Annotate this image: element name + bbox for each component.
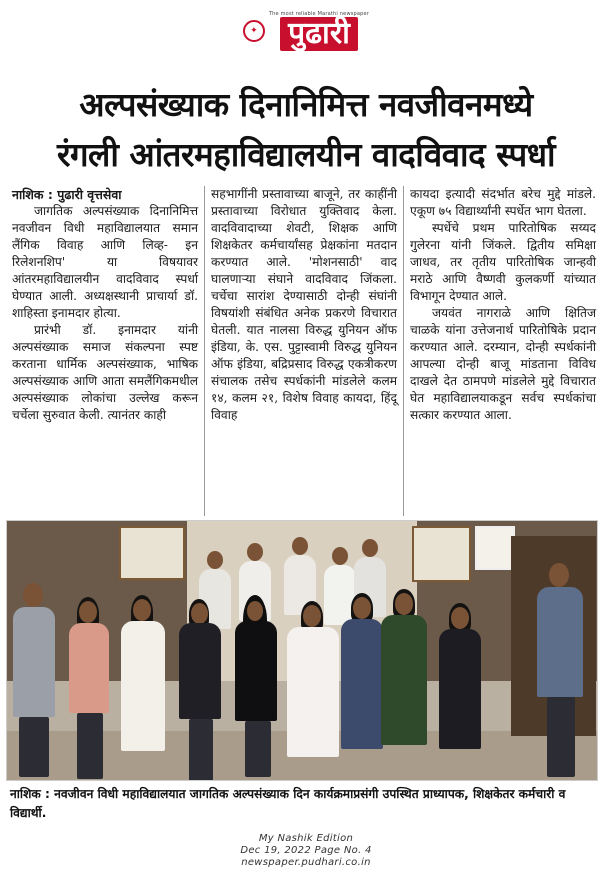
article-column-1 (6, 186, 204, 516)
edition-site: newspaper.pudhari.co.in (241, 857, 371, 868)
newspaper-logo: पुढारी (280, 17, 358, 51)
masthead-tagline: The most reliable Marathi newspaper (268, 11, 370, 17)
paragraph: स्पर्धेचे प्रथम पारितोषिक सय्यद गुलेरना यांनी जिंकले. द्वितीय समिक्षा जाधव, तर तृतीय पारितोषिक जान्हवी मराठे आणि वैष्णवी कुलकर्णी यांच्यात विभागून देण्यात आले. (410, 221, 596, 303)
wall-notice-board (119, 526, 185, 580)
article-column-2 (204, 186, 403, 516)
dateline: नाशिक : पुढारी वृत्तसेवा (12, 187, 122, 202)
wall-notice-board (475, 526, 515, 570)
paragraph: कायदा इत्यादी संदर्भात बरेच मुद्दे मांडले. एकूण ७५ विद्यार्थ्यांनी स्पर्धेत भाग घेतला. (410, 187, 596, 218)
group-photo (6, 520, 598, 781)
headline-line-1: अल्पसंख्याक दिनानिमित्त नवजीवनमध्ये (79, 85, 533, 124)
article-headline (10, 80, 602, 180)
edition-name: My Nashik Edition (258, 833, 354, 844)
masthead (0, 6, 612, 56)
edition-date-page: Dec 19, 2022 Page No. 4 (240, 845, 372, 856)
article-body (6, 186, 602, 516)
edition-footer (0, 833, 612, 869)
emblem-icon: ✦ (243, 20, 265, 42)
paragraph: जयवंत नागराळे आणि क्षितिज चाळके यांना उत्तेजनार्थ पारितोषिके प्रदान करण्यात आले. दरम्यान, दोन्ही स्पर्धकांनी आपल्या दोन्ही बाजू मांडताना विविध दाखले देत ठामपणे मांडलेले मुद्दे विचारात घेत महाविद्यालयाकडून सर्वच स्पर्धकांचा सत्कार करण्यात आला. (410, 306, 596, 422)
paragraph: जागतिक अल्पसंख्याक दिनानिमित्त नवजीवन विधी महाविद्यालयात समान लैंगिक विवाह आणि लिव्ह- इन रिलेशनशिप' या विषयावर आंतरमहाविद्यालयीन वादविवाद स्पर्धा घेण्यात आली. अध्यक्षस्थानी प्राचार्या डॉ. शाहिस्ता इनामदार होत्या. (12, 204, 198, 320)
headline-line-2: रंगली आंतरमहाविद्यालयीन वादविवाद स्पर्धा (56, 135, 556, 174)
paragraph: सहभागींनी प्रस्तावाच्या बाजूने, तर काहींनी प्रस्तावाच्या विरोधात युक्तिवाद केला. वादविवादाच्या शेवटी, शिक्षक आणि शिक्षकेतर कर्मचार्यांसह प्रेक्षकांना मतदान करण्यात आले. 'मोशनसाठी' वाद घालणाऱ्या संघाने वादविवाद जिंकला. चर्चेचा सारांश देण्यासाठी दोन्ही संघांनी विषयांशी संबंधित अनेक प्रकरणे विचारात घेतली. यात नालसा विरुद्ध युनियन ऑफ इंडिया, के. एस. पुट्टास्वामी विरुद्ध युनियन ऑफ इंडिया, बद्रिप्रसाद विरुद्ध एकत्रीकरण संचालक तसेच स्पर्धकांनी मांडलेले कलम १४, कलम २१, विशेष विवाह कायदा, हिंदू विवाह (211, 187, 397, 422)
wall-notice-board (412, 526, 471, 582)
paragraph: प्रारंभी डॉ. इनामदार यांनी अल्पसंख्याक समाज संकल्पना स्पष्ट करताना धार्मिक अल्पसंख्याक, भाषिक अल्पसंख्याक आणि आता समलैंगिकमधील अल्पसंख्याक लोकांचा उल्लेख करून चर्चेला सुरुवात केली. त्यानंतर काही (12, 323, 198, 422)
photo-caption: नाशिक : नवजीवन विधी महाविद्यालयात जागतिक अल्पसंख्याक दिन कार्यक्रमाप्रसंगी उपस्थित प्राध्यापक, शिक्षकेतर कर्मचारी व विद्यार्थी. (10, 787, 566, 820)
article-column-3 (403, 186, 602, 516)
